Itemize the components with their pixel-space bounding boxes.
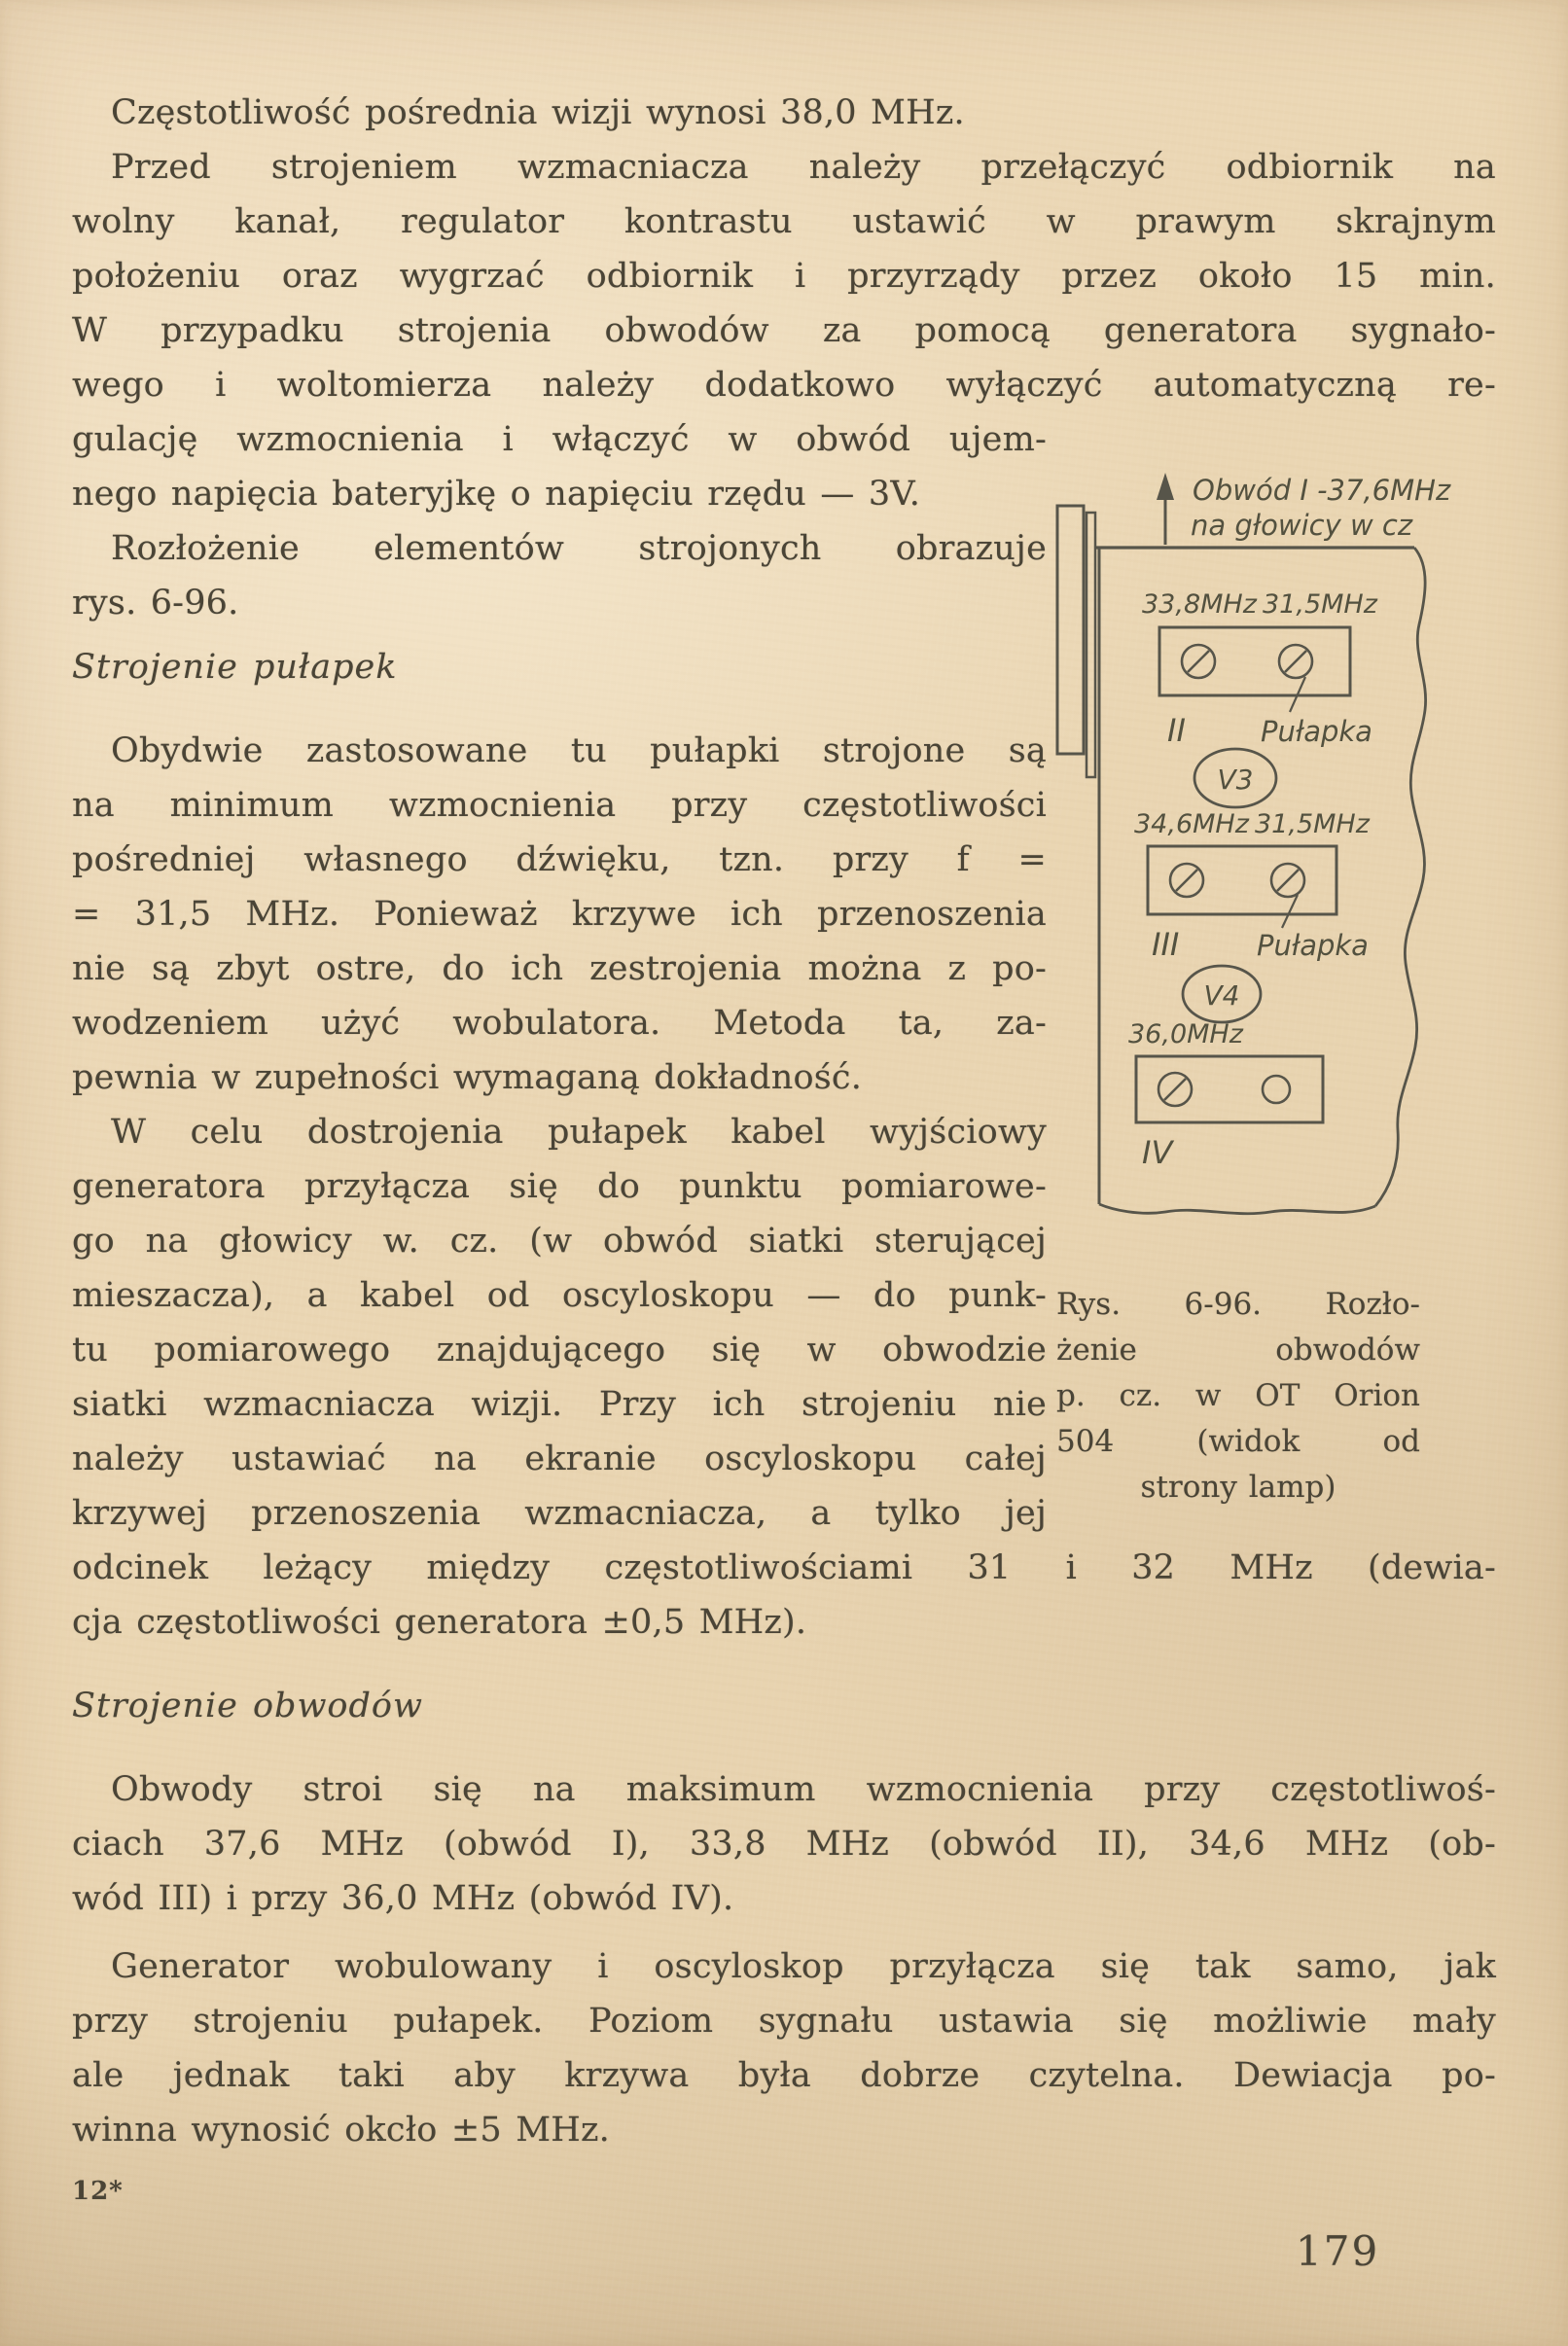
signature-mark: 12* bbox=[72, 2177, 124, 2206]
text-line: ciach 37,6 MHz (obwód I), 33,8 MHz (obwód II), 34,6 MHz (ob- bbox=[72, 1825, 1496, 1864]
text-line: Rozłożenie elementów strojonych obrazuje bbox=[111, 529, 1047, 568]
text-line: wolny kanał, regulator kontrastu ustawić w prawym skrajnym bbox=[72, 202, 1496, 241]
text-line: cja częstotliwości generatora ±0,5 MHz). bbox=[72, 1603, 807, 1642]
section-heading: Strojenie obwodów bbox=[72, 1687, 423, 1725]
caption-line: 504 (widok od bbox=[1056, 1424, 1420, 1459]
text-line: rys. 6-96. bbox=[72, 584, 239, 622]
figure-caption bbox=[1056, 1282, 1420, 1511]
arrow-label-line2: na głowicy w cz bbox=[1191, 509, 1413, 542]
caption-line: strony lamp) bbox=[1140, 1470, 1336, 1505]
text-line: = 31,5 MHz. Ponieważ krzywe ich przenoszenia bbox=[72, 895, 1047, 934]
text-line: Przed strojeniem wzmacniacza należy przełączyć odbiornik na bbox=[111, 148, 1496, 187]
circuit-layout-drawing bbox=[1051, 457, 1519, 1247]
tuning-screw-icon bbox=[1158, 1073, 1192, 1106]
text-line: odcinek leżący między częstotliwościami 31 i 32 MHz (dewia- bbox=[72, 1548, 1496, 1587]
text-line: ale jednak taki aby krzywa była dobrze czytelna. Dewiacja po- bbox=[72, 2056, 1496, 2095]
trap2-freq-label: 33,8MHz bbox=[1142, 589, 1257, 620]
plain-hole-icon bbox=[1263, 1076, 1290, 1103]
trap-box-II bbox=[1159, 627, 1350, 712]
text-line: tu pomiarowego znajdującego się w obwodzie bbox=[72, 1331, 1047, 1369]
tuning-screw-icon bbox=[1182, 645, 1215, 678]
trap-box-III bbox=[1148, 846, 1336, 928]
arrow-up-icon bbox=[1157, 473, 1174, 545]
text-line: na minimum wzmocnienia przy częstotliwości bbox=[72, 786, 1047, 825]
trap-label: Pułapka bbox=[1257, 929, 1369, 962]
section-heading: Strojenie pułapek bbox=[72, 648, 398, 687]
text-line: nie są zbyt ostre, do ich zestrojenia można z po- bbox=[72, 949, 1047, 988]
caption-line: żenie obwodów bbox=[1056, 1333, 1420, 1368]
text-line: W celu dostrojenia pułapek kabel wyjściowy bbox=[111, 1113, 1047, 1152]
tube-v3-label: V3 bbox=[1217, 764, 1254, 796]
text-line: go na głowicy w. cz. (w obwód siatki sterującej bbox=[72, 1222, 1047, 1261]
mounting-rail bbox=[1057, 506, 1095, 777]
caption-line: p. cz. w OT Orion bbox=[1056, 1378, 1420, 1413]
text-line: Obwody stroi się na maksimum wzmocnienia przy częstotliwoś- bbox=[111, 1770, 1496, 1809]
chassis-outline bbox=[1096, 548, 1426, 1214]
leader-line bbox=[1282, 895, 1298, 928]
arrow-label-line1: Obwód I -37,6MHz bbox=[1193, 474, 1451, 507]
text-line: Generator wobulowany i oscyloskop przyłącza się tak samo, jak bbox=[111, 1947, 1496, 1986]
text-line: Częstotliwość pośrednia wizji wynosi 38,0 MHz. bbox=[111, 93, 965, 132]
trap-label: Pułapka bbox=[1261, 715, 1372, 748]
text-line: nego napięcia bateryjkę o napięciu rzędu — 3V. bbox=[72, 475, 921, 514]
text-line: W przypadku strojenia obwodów za pomocą generatora sygnało- bbox=[72, 311, 1496, 350]
caption-line: Rys. 6-96. Rozło- bbox=[1056, 1287, 1420, 1322]
trap3-freq-label: 34,6MHz bbox=[1134, 809, 1249, 839]
text-line: generatora przyłącza się do punktu pomiarowe- bbox=[72, 1167, 1047, 1206]
text-line: gulację wzmocnienia i włączyć w obwód ujem- bbox=[72, 420, 1047, 459]
text-line: Obydwie zastosowane tu pułapki strojone są bbox=[111, 731, 1047, 770]
tube-v4-label: V4 bbox=[1203, 979, 1240, 1012]
text-line: krzywej przenoszenia wzmacniacza, a tylko jej bbox=[72, 1494, 1047, 1533]
circuit-III-label: III bbox=[1152, 926, 1180, 963]
text-line: wód III) i przy 36,0 MHz (obwód IV). bbox=[72, 1879, 734, 1918]
text-line: siatki wzmacniacza wizji. Przy ich strojeniu nie bbox=[72, 1385, 1047, 1424]
trap3-sound-freq-label: 31,5MHz bbox=[1255, 809, 1370, 839]
text-line: wodzeniem użyć wobulatora. Metoda ta, za- bbox=[72, 1004, 1047, 1043]
trap2-sound-freq-label: 31,5MHz bbox=[1263, 589, 1377, 620]
circuit-II-label: II bbox=[1167, 712, 1186, 749]
tuning-screw-icon bbox=[1279, 645, 1312, 678]
text-line: pewnia w zupełności wymaganą dokładność. bbox=[72, 1058, 863, 1097]
tuning-screw-icon bbox=[1170, 864, 1203, 897]
text-line: wego i woltomierza należy dodatkowo wyłączyć automatyczną re- bbox=[72, 366, 1496, 405]
circuit-box-IV bbox=[1136, 1056, 1323, 1122]
circuit-IV-label: IV bbox=[1142, 1134, 1173, 1171]
text-line: należy ustawiać na ekranie oscyloskopu całej bbox=[72, 1440, 1047, 1478]
figure-6-96 bbox=[1051, 457, 1519, 1247]
text-line: mieszacza), a kabel od oscyloskopu — do punk- bbox=[72, 1276, 1047, 1315]
text-line: pośredniej własnego dźwięku, tzn. przy f = bbox=[72, 840, 1047, 879]
text-line: położeniu oraz wygrzać odbiornik i przyrządy przez około 15 min. bbox=[72, 257, 1496, 296]
tuning-screw-icon bbox=[1271, 864, 1304, 897]
text-line: winna wynosić okcło ±5 MHz. bbox=[72, 2111, 610, 2150]
page-number: 179 bbox=[1296, 2227, 1380, 2275]
circuit4-freq-label: 36,0MHz bbox=[1128, 1019, 1243, 1049]
text-line: przy strojeniu pułapek. Poziom sygnału ustawia się możliwie mały bbox=[72, 2002, 1496, 2041]
